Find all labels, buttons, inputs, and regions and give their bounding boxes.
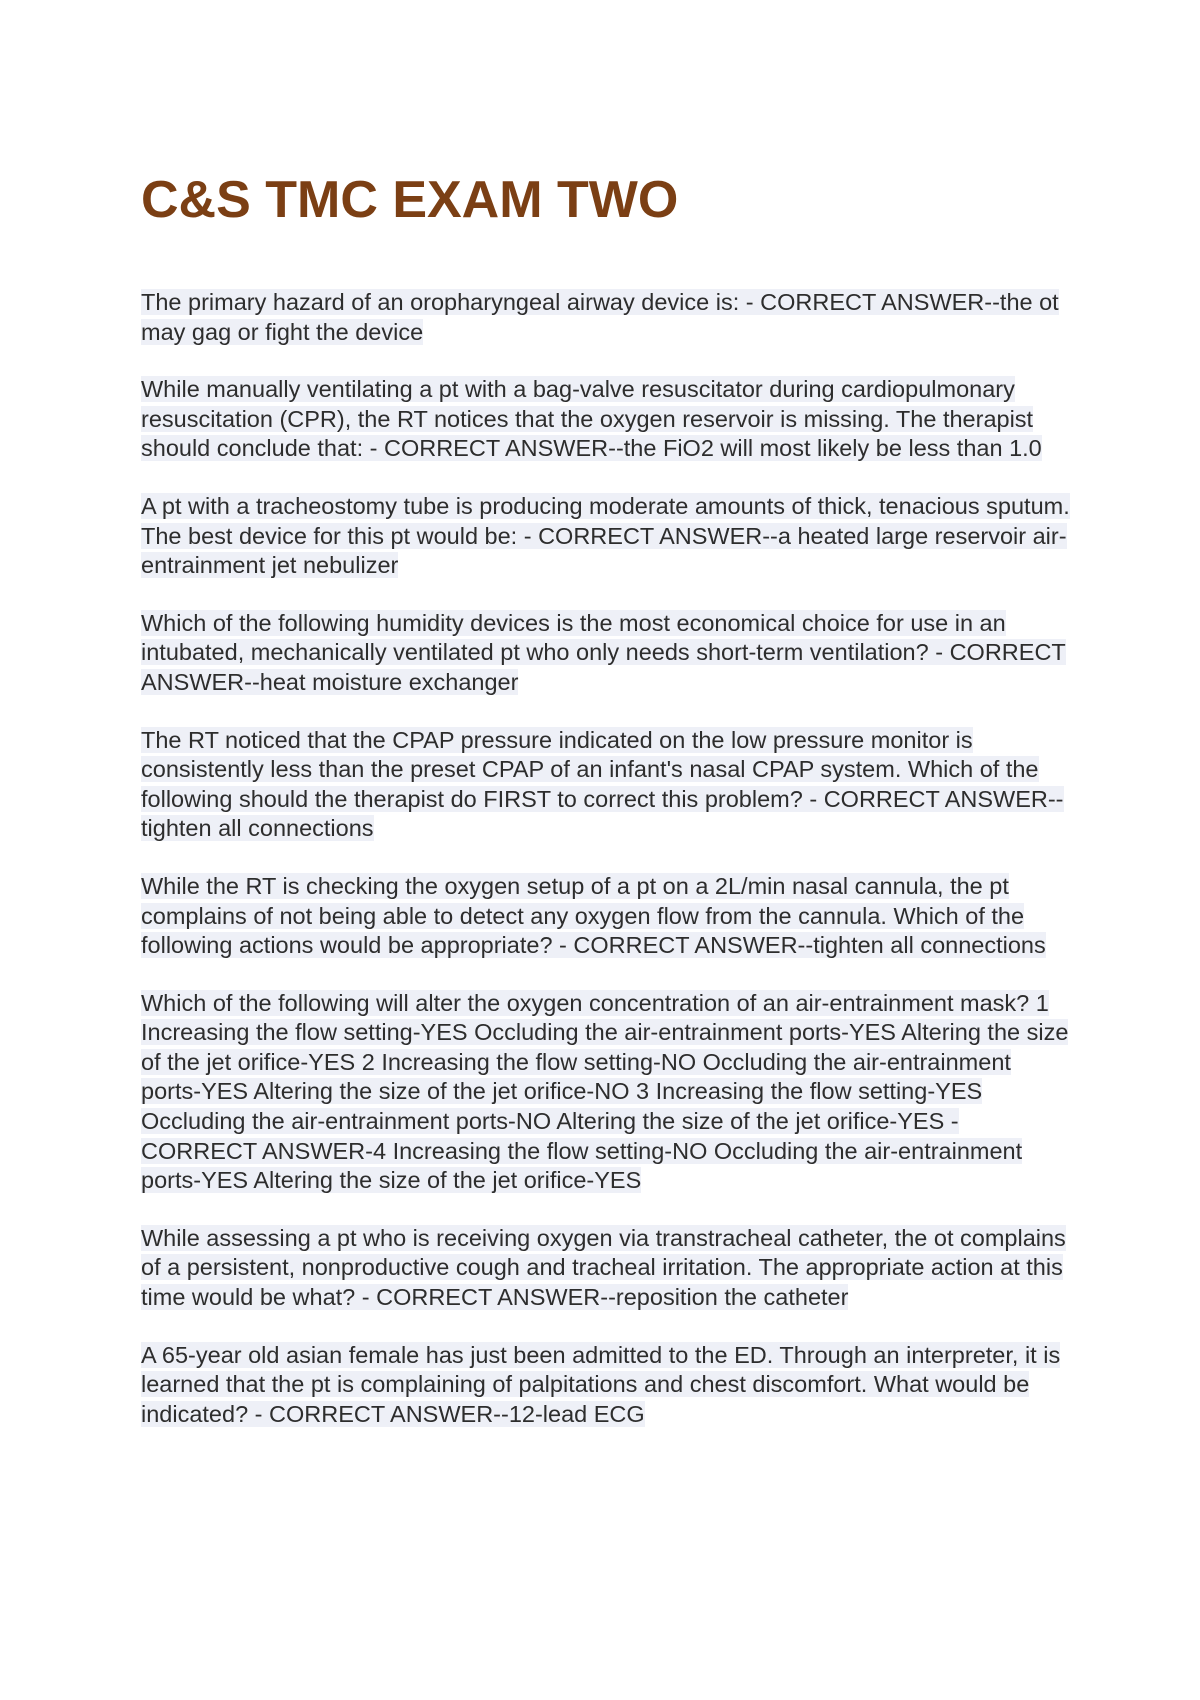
qa-item — [141, 872, 1071, 961]
document-title: C&S TMC EXAM TWO — [141, 171, 679, 229]
qa-item-text: The RT noticed that the CPAP pressure indicated on the low pressure monitor is consistently less than the preset CPAP of an infant's nasal CPAP system. Which of the following should the therapist do FIRST to correct this problem? - CORRECT ANSWER--tighten all connections — [141, 726, 1064, 842]
qa-item — [141, 989, 1071, 1196]
qa-item-text: Which of the following humidity devices is the most economical choice for use in an intubated, mechanically ventilated pt who only needs short-term ventilation? - CORRECT ANSWER--heat moisture exchanger — [141, 609, 1066, 695]
qa-item — [141, 492, 1071, 581]
qa-item — [141, 1341, 1071, 1430]
qa-item — [141, 609, 1071, 698]
qa-item-text: While assessing a pt who is receiving oxygen via transtracheal catheter, the ot complains of a persistent, nonproductive cough and tracheal irritation. The appropriate action at this time would be what? - CORRECT ANSWER--reposition the catheter — [141, 1224, 1066, 1311]
qa-item — [141, 726, 1071, 844]
qa-item — [141, 375, 1071, 464]
qa-item-text: While manually ventilating a pt with a bag-valve resuscitator during cardiopulmonary resuscitation (CPR), the RT notices that the oxygen reservoir is missing. The therapist should conclude that: - CORRECT ANSWER--the FiO2 will most likely be less than 1.0 — [141, 376, 1042, 462]
qa-item-text: A pt with a tracheostomy tube is producing moderate amounts of thick, tenacious sputum. The best device for this pt would be: - CORRECT ANSWER--a heated large reservoir air-entrainment jet nebulizer — [141, 492, 1070, 579]
qa-item-text: While the RT is checking the oxygen setup of a pt on a 2L/min nasal cannula, the pt complains of not being able to detect any oxygen flow from the cannula. Which of the following actions would be appropriate? - CORRECT ANSWER--tighten all connections — [141, 872, 1046, 959]
qa-item — [141, 288, 1071, 347]
qa-item-text: The primary hazard of an oropharyngeal airway device is: - CORRECT ANSWER--the ot may gag or fight the device — [141, 289, 1059, 345]
qa-item-text: Which of the following will alter the oxygen concentration of an air-entrainment mask? 1 Increasing the flow setting-YES Occluding the air-entrainment ports-YES Altering the size of the jet orifice-YES 2 Increasing the flow setting-NO Occluding the air-entrainment ports-YES Altering the size of the jet orifice-NO 3 Increasing the flow setting-YES Occluding the air-entrainment ports-NO Altering the size of the jet orifice-YES - CORRECT ANSWER-4 Increasing the flow setting-NO Occluding the air-entrainment ports-YES Altering the size of the jet orifice-YES — [141, 989, 1069, 1194]
qa-item-text: A 65-year old asian female has just been admitted to the ED. Through an interpreter, it is learned that the pt is complaining of palpitations and chest discomfort. What would be indicated? - CORRECT ANSWER--12-lead ECG — [141, 1341, 1061, 1427]
qa-item — [141, 1224, 1071, 1313]
qa-list — [141, 288, 1071, 1457]
